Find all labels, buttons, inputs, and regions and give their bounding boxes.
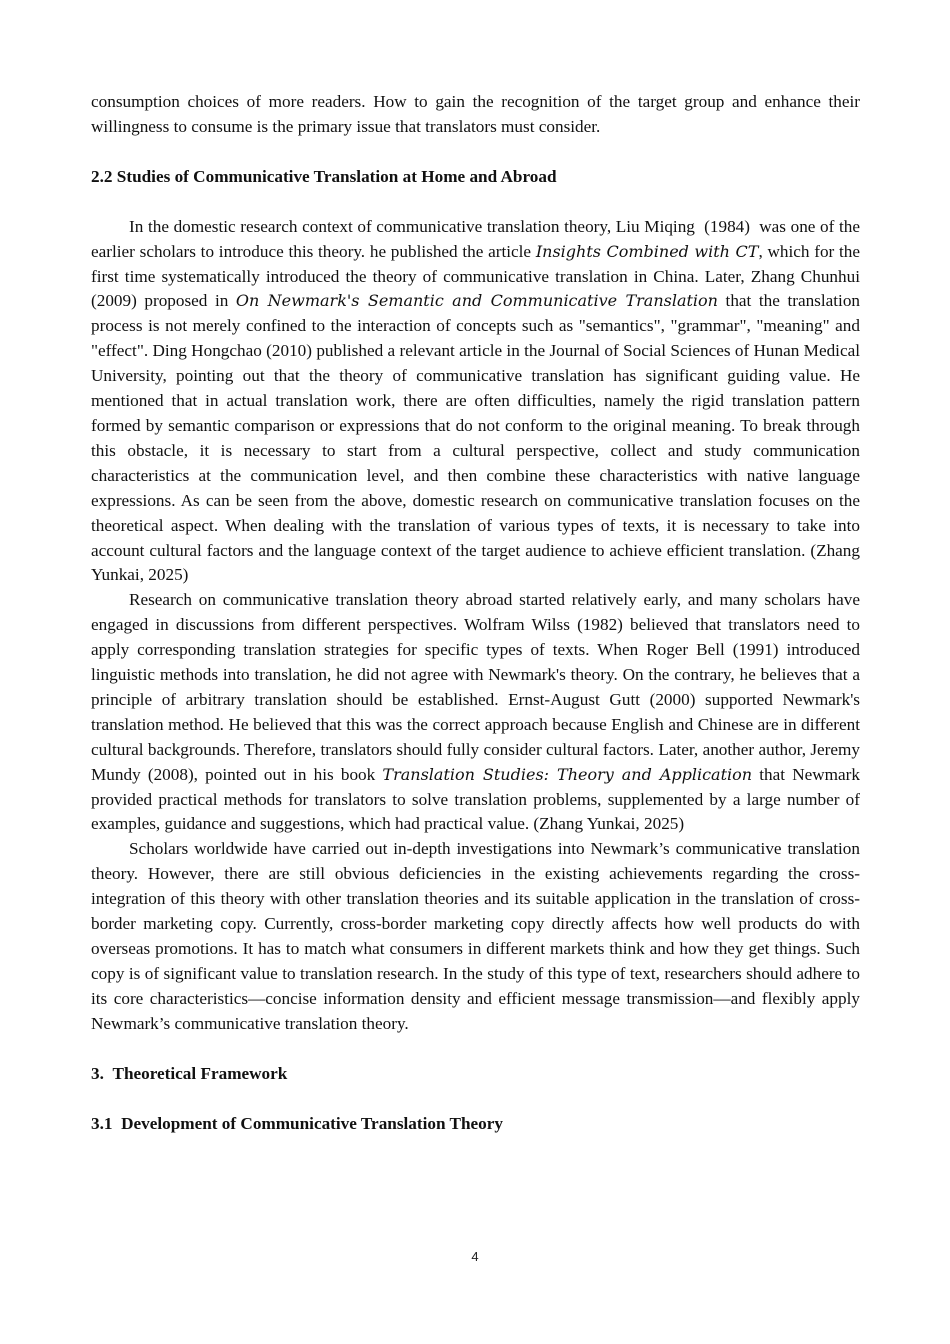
text-run: Research on communicative translation theory abroad started relatively early, and many scholars have engaged in discussions from different perspectives. Wolfram Wilss (1982) believed that translators need to apply corresponding translation strategies for specific types of texts. When Roger Bell (1991) introduced linguistic methods into translation, he did not agree with Newmark's theory. On the contrary, he believes that a principle of arbitrary translation should be established. Ernst-August Gutt (2000) supported Newmark's translation method. He believed that this was the correct approach because English and Chinese are in different cultural backgrounds. Therefore, translators should fully consider cultural factors. Later, another author, Jeremy Mundy (2008), pointed out in his book <box>91 590 860 784</box>
paragraph-scholars-worldwide: Scholars worldwide have carried out in-depth investigations into Newmark’s communicative translation theory. However, there are still obvious deficiencies in the existing achievements regarding the cross-integration of this theory with other translation theories and its suitable application in the translation of cross-border marketing copy. Currently, cross-border marketing copy directly affects how well products do with overseas promotions. It has to match what consumers in different markets think and how they get things. Such copy is of significant value to translation research. In the study of this type of text, researchers should adhere to its core characteristics—concise information density and efficient message transmission—and flexibly apply Newmark’s communicative translation theory. <box>91 839 860 1033</box>
book-title-translation-studies: Translation Studies: Theory and Application <box>382 764 753 784</box>
section-3-heading: 3. Theoretical Framework <box>91 1063 288 1083</box>
section-3-1-heading: 3.1 Development of Communicative Translation Theory <box>91 1113 504 1133</box>
paragraph-domestic-research <box>91 215 860 589</box>
text-run: In the domestic research context of communicative translation theory, Liu Miqing (1984) was one of the earlier scholars to introduce this theory. he published the article <box>91 216 860 261</box>
page-number: 4 <box>471 1249 479 1264</box>
article-title-insights: Insights Combined with CT <box>535 241 759 261</box>
paragraph-abroad-research <box>91 588 860 837</box>
section-2-2-heading: 2.2 Studies of Communicative Translation at Home and Abroad <box>91 166 557 186</box>
text-run: , which for the first time systematically introduced the theory of communicative translation in China. Later, Zhang Chunhui (2009) proposed in <box>91 241 861 311</box>
text-run: that Newmark provided practical methods for translators to solve translation problems, supplemented by a large number of examples, guidance and suggestions, which had practical value. (Zhang Yunkai, 2025) <box>91 764 860 834</box>
document-page <box>91 90 860 1136</box>
article-title-newmark-semantic: On Newmark's Semantic and Communicative Translation <box>235 291 718 311</box>
text-run: that the translation process is not merely confined to the interaction of concepts such as "semantics", "grammar", "meaning" and "effect". Ding Hongchao (2010) published a relevant article in the Journal of Social Sciences of Hunan Medical University, pointing out that the theory of communicative translation has significant guiding value. He mentioned that in actual translation work, there are often difficulties, namely the rigid translation pattern formed by semantic comparison or expressions that do not conform to the original meaning. To break through this obstacle, it is necessary to start from a cultural perspective, collect and study communication characteristics at the communication level, and then combine these characteristics with native language expressions. As can be seen from the above, domestic research on communicative translation focuses on the theoretical aspect. When dealing with the translation of various types of texts, it is necessary to take into account cultural factors and the language context of the target audience to achieve efficient translation. (Zhang Yunkai, 2025) <box>91 291 861 585</box>
continued-paragraph: consumption choices of more readers. How to gain the recognition of the target group and enhance their willingness to consume is the primary issue that translators must consider. <box>91 92 860 136</box>
